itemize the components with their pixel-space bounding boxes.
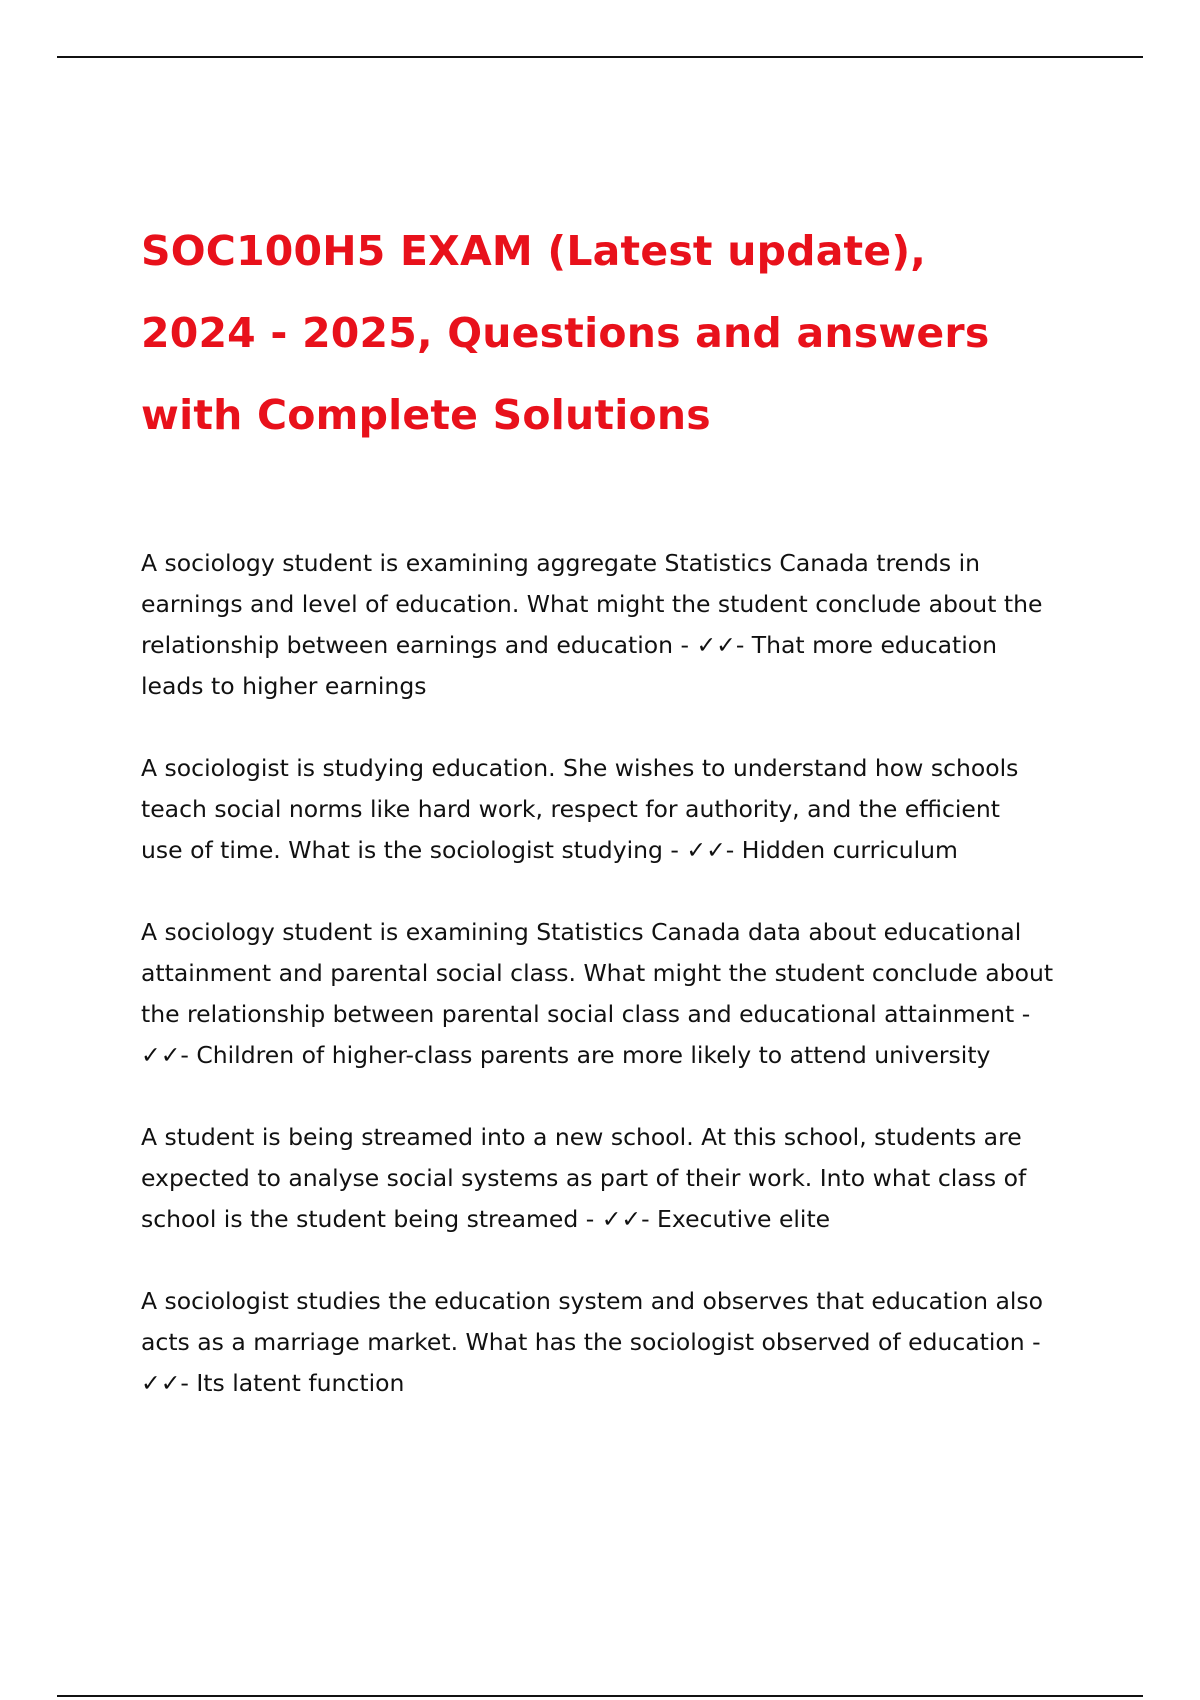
qa-text-line: school is the student being streamed - ✓✓- Executive elite	[141, 1205, 831, 1233]
qa-text-line: expected to analyse social systems as part of their work. Into what class of	[141, 1164, 1027, 1192]
qa-text-line: earnings and level of education. What might the student conclude about the	[141, 590, 1043, 618]
qa-text-line: A sociology student is examining aggregate Statistics Canada trends in	[141, 549, 981, 577]
qa-text-line: ✓✓- Children of higher-class parents are more likely to attend university	[141, 1041, 991, 1069]
qa-text-line: A sociologist studies the education system and observes that education also	[141, 1287, 1044, 1315]
qa-text-line: use of time. What is the sociologist studying - ✓✓- Hidden curriculum	[141, 836, 958, 864]
bottom-rule	[57, 1695, 1143, 1697]
qa-text-line: A student is being streamed into a new school. At this school, students are	[141, 1123, 1022, 1151]
qa-text-line: A sociologist is studying education. She wishes to understand how schools	[141, 754, 1019, 782]
qa-text-line: ✓✓- Its latent function	[141, 1369, 405, 1397]
qa-text-line: attainment and parental social class. What might the student conclude about	[141, 959, 1054, 987]
question-answer-item	[141, 912, 1081, 1076]
question-answer-item	[141, 1117, 1081, 1240]
title-line: 2024 - 2025, Questions and answers	[141, 309, 990, 357]
qa-text-line: A sociology student is examining Statistics Canada data about educational	[141, 918, 1022, 946]
qa-text-line: teach social norms like hard work, respect for authority, and the efficient	[141, 795, 1001, 823]
qa-text-line: relationship between earnings and education - ✓✓- That more education	[141, 631, 998, 659]
question-answer-list	[141, 543, 1081, 1445]
question-answer-item	[141, 748, 1081, 871]
title-line: SOC100H5 EXAM (Latest update),	[141, 227, 927, 275]
qa-text-line: the relationship between parental social class and educational attainment -	[141, 1000, 1031, 1028]
qa-text-line: acts as a marriage market. What has the sociologist observed of education -	[141, 1328, 1041, 1356]
top-rule	[57, 56, 1143, 58]
qa-text-line: leads to higher earnings	[141, 672, 427, 700]
question-answer-item	[141, 543, 1081, 707]
title-line: with Complete Solutions	[141, 391, 711, 439]
document-title	[141, 210, 1071, 456]
question-answer-item	[141, 1281, 1081, 1404]
